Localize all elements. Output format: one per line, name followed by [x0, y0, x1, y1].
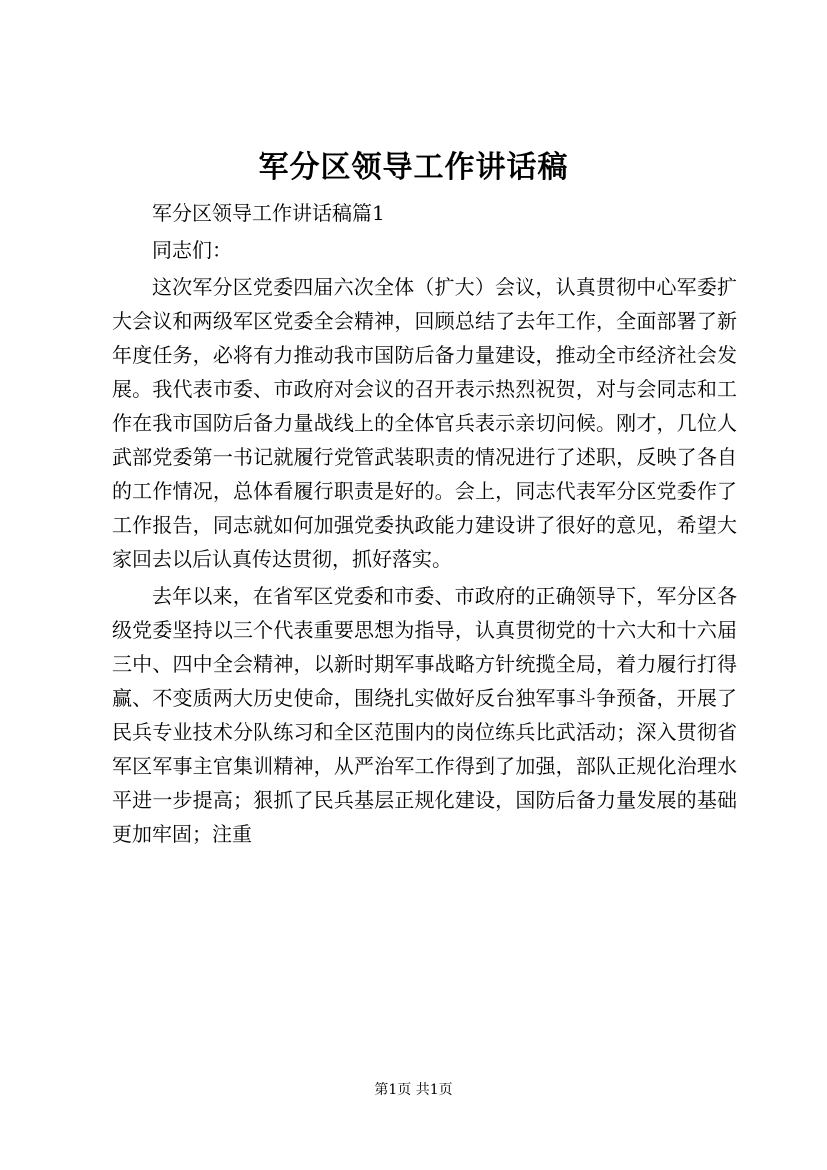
page-footer: 第1页 共1页: [374, 1082, 453, 1098]
salutation: 同志们：: [152, 238, 232, 262]
body-paragraph: 去年以来，在省军区党委和市委、市政府的正确领导下，军分区各级党委坚持以三个代表重要思想为指导，认真贯彻党的十六大和十六届三中、四中全会精神，以新时期军事战略方针统揽全局，着力履行打得赢、不变质两大历史使命，围绕扎实做好反台独军事斗争预备，开展了民兵专业技术分队练习和全区范围内的岗位练兵比武活动；深入贯彻省军区军事主官集训精神，从严治军工作得到了加强，部队正规化治理水平进一步提高；狠抓了民兵基层正规化建设，国防后备力量发展的基础更加牢固；注重: [112, 584, 737, 846]
section-heading: 军分区领导工作讲话稿篇1: [152, 201, 385, 225]
document-body: [112, 196, 737, 851]
document-title: 军分区领导工作讲话稿: [258, 150, 569, 185]
body-paragraph: 这次军分区党委四届六次全体（扩大）会议，认真贯彻中心军委扩大会议和两级军区党委全会精神，回顾总结了去年工作，全面部署了新年度任务，必将有力推动我市国防后备力量建设，推动全市经济社会发展。我代表市委、市政府对会议的召开表示热烈祝贺，对与会同志和工作在我市国防后备力量战线上的全体官兵表示亲切问候。刚才，几位人武部党委第一书记就履行党管武装职责的情况进行了述职，反映了各自的工作情况，总体看履行职责是好的。会上，同志代表军分区党委作了工作报告，同志就如何加强党委执政能力建设讲了很好的意见，希望大家回去以后认真传达贯彻，抓好落实。: [112, 275, 737, 571]
